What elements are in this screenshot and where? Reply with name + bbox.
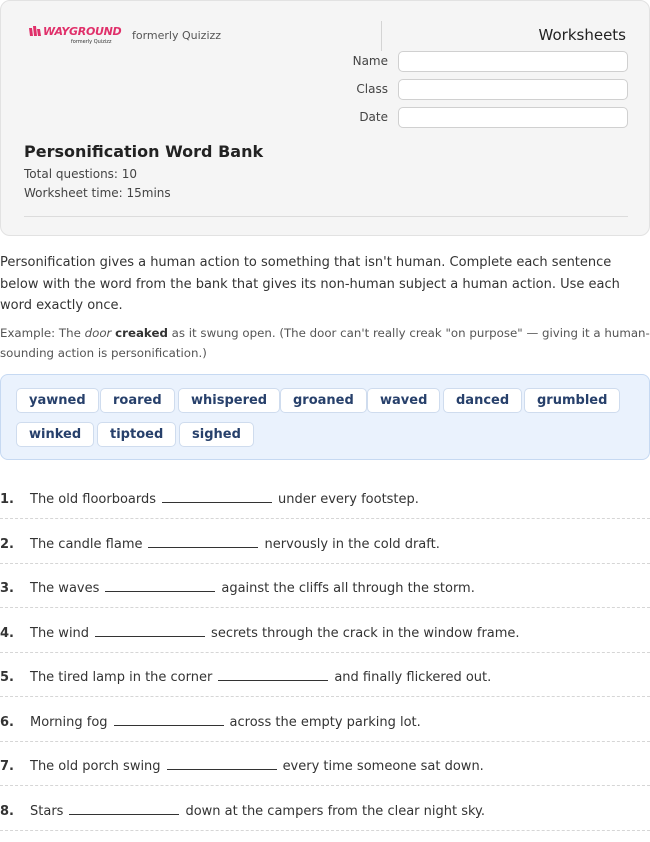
word-chip[interactable]: tiptoed [97,422,176,447]
question-number: 5. [0,670,14,685]
word-chip[interactable]: danced [443,388,522,413]
question-number: 1. [0,492,14,507]
logo-subtext: formerly Quizizz [71,39,112,45]
example-verb: creaked [115,326,168,340]
name-field[interactable] [398,51,628,72]
question-text-after: secrets through the crack in the window frame. [211,626,520,641]
question-text-after: every time someone sat down. [282,759,484,774]
answer-blank[interactable] [167,769,277,770]
example-prefix: Example: The [0,326,85,340]
question-text-before: The tired lamp in the corner [30,670,213,685]
question-text-before: The wind [30,626,90,641]
logo-wordmark: WAYGROUND [43,25,122,38]
question-row [0,520,650,564]
question-number: 8. [0,804,14,819]
answer-blank[interactable] [114,725,224,726]
word-chip[interactable]: sighed [179,422,254,447]
section-title: Worksheets [538,26,626,44]
question-number: 6. [0,715,14,730]
answer-blank[interactable] [218,680,328,681]
question-text-before: Morning fog [30,715,108,730]
question-text-after: nervously in the cold draft. [264,537,440,552]
formerly-label: formerly Quizizz [132,29,222,42]
header-bottom-divider [24,216,628,217]
question-row [0,787,650,831]
word-chip[interactable]: roared [100,388,175,413]
date-label: Date [359,110,388,124]
word-chip[interactable]: whispered [178,388,280,413]
page-title: Personification Word Bank [24,142,264,161]
question-number: 4. [0,626,14,641]
instructions: Personification gives a human action to something that isn't human. Complete each sentence below with the word from the bank that gives its non-human subject a human action. Use each word exactly once. [0,255,620,313]
worksheet-header [0,0,650,236]
word-chip[interactable]: yawned [16,388,99,413]
question-row [0,653,650,697]
class-field[interactable] [398,79,628,100]
word-chip[interactable]: waved [367,388,440,413]
question-text-after: against the cliffs all through the storm. [221,581,475,596]
date-field[interactable] [398,107,628,128]
answer-blank[interactable] [148,547,258,548]
logo-mark-icon [29,26,43,38]
header-divider [381,21,382,51]
class-label: Class [356,82,388,96]
question-number: 2. [0,537,14,552]
question-text-after: across the empty parking lot. [229,715,421,730]
word-bank [0,374,650,460]
question-row [0,742,650,786]
answer-blank[interactable] [69,814,179,815]
question-text-after: down at the campers from the clear night sky. [185,804,486,819]
answer-blank[interactable] [162,502,272,503]
question-row [0,609,650,653]
name-label: Name [352,54,388,68]
question-text-after: and finally flickered out. [334,670,492,685]
question-text-before: The old porch swing [30,759,161,774]
question-text-after: under every footstep. [278,492,419,507]
example-rest: as it swung open. (The door can't really creak "on purpose" — giving it a human-sounding action is personification.) [0,326,650,360]
question-text-before: Stars [30,804,64,819]
word-chip[interactable]: groaned [280,388,367,413]
question-number: 3. [0,581,14,596]
worksheet-time: Worksheet time: 15mins [24,186,171,200]
example-text [0,323,650,363]
question-text-before: The old floorboards [30,492,157,507]
answer-blank[interactable] [95,636,205,637]
total-questions: Total questions: 10 [24,167,138,181]
question-row [0,475,650,519]
word-chip[interactable]: grumbled [524,388,620,413]
wayground-logo [29,25,122,47]
question-text-before: The candle flame [30,537,143,552]
question-row [0,698,650,742]
question-number: 7. [0,759,14,774]
question-row [0,564,650,608]
word-chip[interactable]: winked [16,422,94,447]
question-text-before: The waves [30,581,100,596]
example-subject: door [84,326,112,340]
answer-blank[interactable] [105,591,215,592]
